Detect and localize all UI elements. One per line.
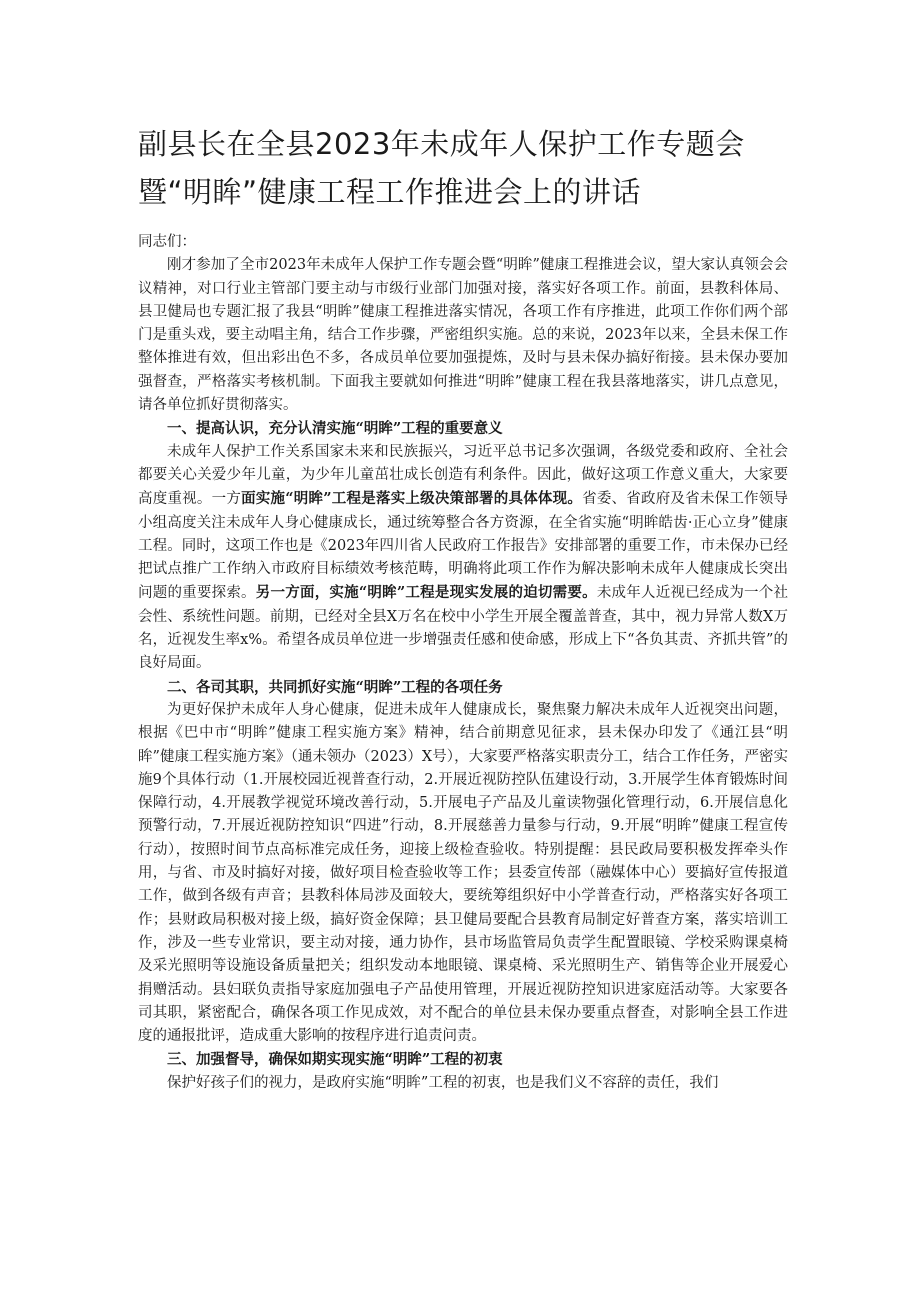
document-title: 副县长在全县2023年未成年人保护工作专题会暨“明眸”健康工程工作推进会上的讲话 — [138, 127, 745, 209]
section-1-text-2: 省委、省政府及省未保工作领导小组高度关注未成年人身心健康成长，通过统筹整合各方资源，在全省实施“明眸皓齿·正心立身”健康工程。同时，这项工作也是《2023年四川省人民政府工作报告》安排部署的重要工作，市未保办已经把试点推广工作纳入市政府目标绩效考核范畴，明确将此项工作作为解决影响未成年人健康成长突出问题的重要探索。 — [138, 491, 788, 602]
intro-paragraph: 刚才参加了全市2023年未成年人保护工作专题会暨“明眸”健康工程推进会议，望大家认真领会会议精神，对口行业主管部门要主动与市级行业部门加强对接，落实好各项工作。前面，县教科体局、县卫健局也专题汇报了我县“明眸”健康工程推进落实情况，各项工作有序推进，此项工作你们两个部门是重头戏，要主动唱主角，结合工作步骤，严密组织实施。总的来说，2023年以来，全县未保工作整体推进有效，但出彩出色不多，各成员单位要加强提炼，及时与县未保办搞好衔接。县未保办要加强督查，严格落实考核机制。下面我主要就如何推进“明眸”健康工程在我县落地落实，讲几点意见，请各单位抓好贯彻落实。 — [138, 257, 788, 414]
section-2-heading: 二、各司其职，共同抓好实施“明眸”工程的各项任务 — [167, 678, 503, 696]
section-1-bold-2: 另一方面，实施“明眸”工程是现实发展的迫切需要。 — [255, 584, 597, 602]
section-1-bold-1: 面实施“明眸”工程是落实上级决策部署的具体体现。 — [241, 490, 583, 508]
section-1-text-1: 未成年人保护工作关系国家未来和民族振兴，习近平总书记多次强调，各级党委和政府、全社会都要关心关爱少年儿童，为少年儿童茁壮成长创造有利条件。因此，做好这项工作意义重大，大家要高度重视。一方 — [138, 443, 788, 508]
section-2-paragraph: 为更好保护未成年人身心健康，促进未成年人健康成长，聚焦聚力解决未成年人近视突出问题，根据《巴中市“明眸”健康工程实施方案》精神，结合前期意见征求，县未保办印发了《通江县“明眸”健康工程实施方案》（通未领办（2023）X号），大家要严格落实职责分工，结合工作任务，严密实施9个具体行动（1.开展校园近视普查行动，2.开展近视防控队伍建设行动，3.开展学生体育锻炼时间保障行动，4.开展教学视觉环境改善行动，5.开展电子产品及儿童读物强化管理行动，6.开展信息化预警行动，7.开展近视防控知识“四进”行动，8.开展慈善力量参与行动，9.开展“明眸”健康工程宣传行动），按照时间节点高标准完成任务，迎接上级检查验收。特别提醒：县民政局要积极发挥牵头作用，与省、市及时搞好对接，做好项目检查验收等工作；县委宣传部（融媒体中心）要搞好宣传报道工作，做到各级有声音；县教科体局涉及面较大，要统筹组织好中小学普查行动，严格落实好各项工作；县财政局积极对接上级，搞好资金保障；县卫健局要配合县教育局制定好普查方案，落实培训工作，涉及一些专业常识，要主动对接，通力协作，县市场监管局负责学生配置眼镜、学校采购课桌椅及采光照明等设施设备质量把关；组织发动本地眼镜、课桌椅、采光照明生产、销售等企业开展爱心捐赠活动。县妇联负责指导家庭加强电子产品使用管理，开展近视防控知识进家庭活动等。大家要各司其职，紧密配合，确保各项工作见成效，对不配合的单位县未保办要重点督查，对影响全县工作进度的通报批评，造成重大影响的按程序进行追责问责。 — [138, 701, 788, 1045]
section-1-paragraph — [138, 441, 788, 676]
section-3-paragraph: 保护好孩子们的视力，是政府实施“明眸”工程的初衷，也是我们义不容辞的责任，我们 — [167, 1074, 719, 1091]
document-page — [138, 120, 788, 1095]
section-1-heading: 一、提高认识，充分认清实施“明眸”工程的重要意义 — [167, 420, 503, 438]
salutation: 同志们： — [138, 234, 196, 250]
section-3-heading: 三、加强督导，确保如期实现实施“明眸”工程的初衷 — [167, 1051, 503, 1069]
section-1-text-3: 未成年人近视已经成为一个社会性、系统性问题。前期，已经对全县X万名在校中小学生开展全覆盖普查，其中，视力异常人数X万名，近视发生率x%。希望各成员单位进一步增强责任感和使命感，形成上下“各负其责、齐抓共管”的良好局面。 — [138, 585, 789, 672]
